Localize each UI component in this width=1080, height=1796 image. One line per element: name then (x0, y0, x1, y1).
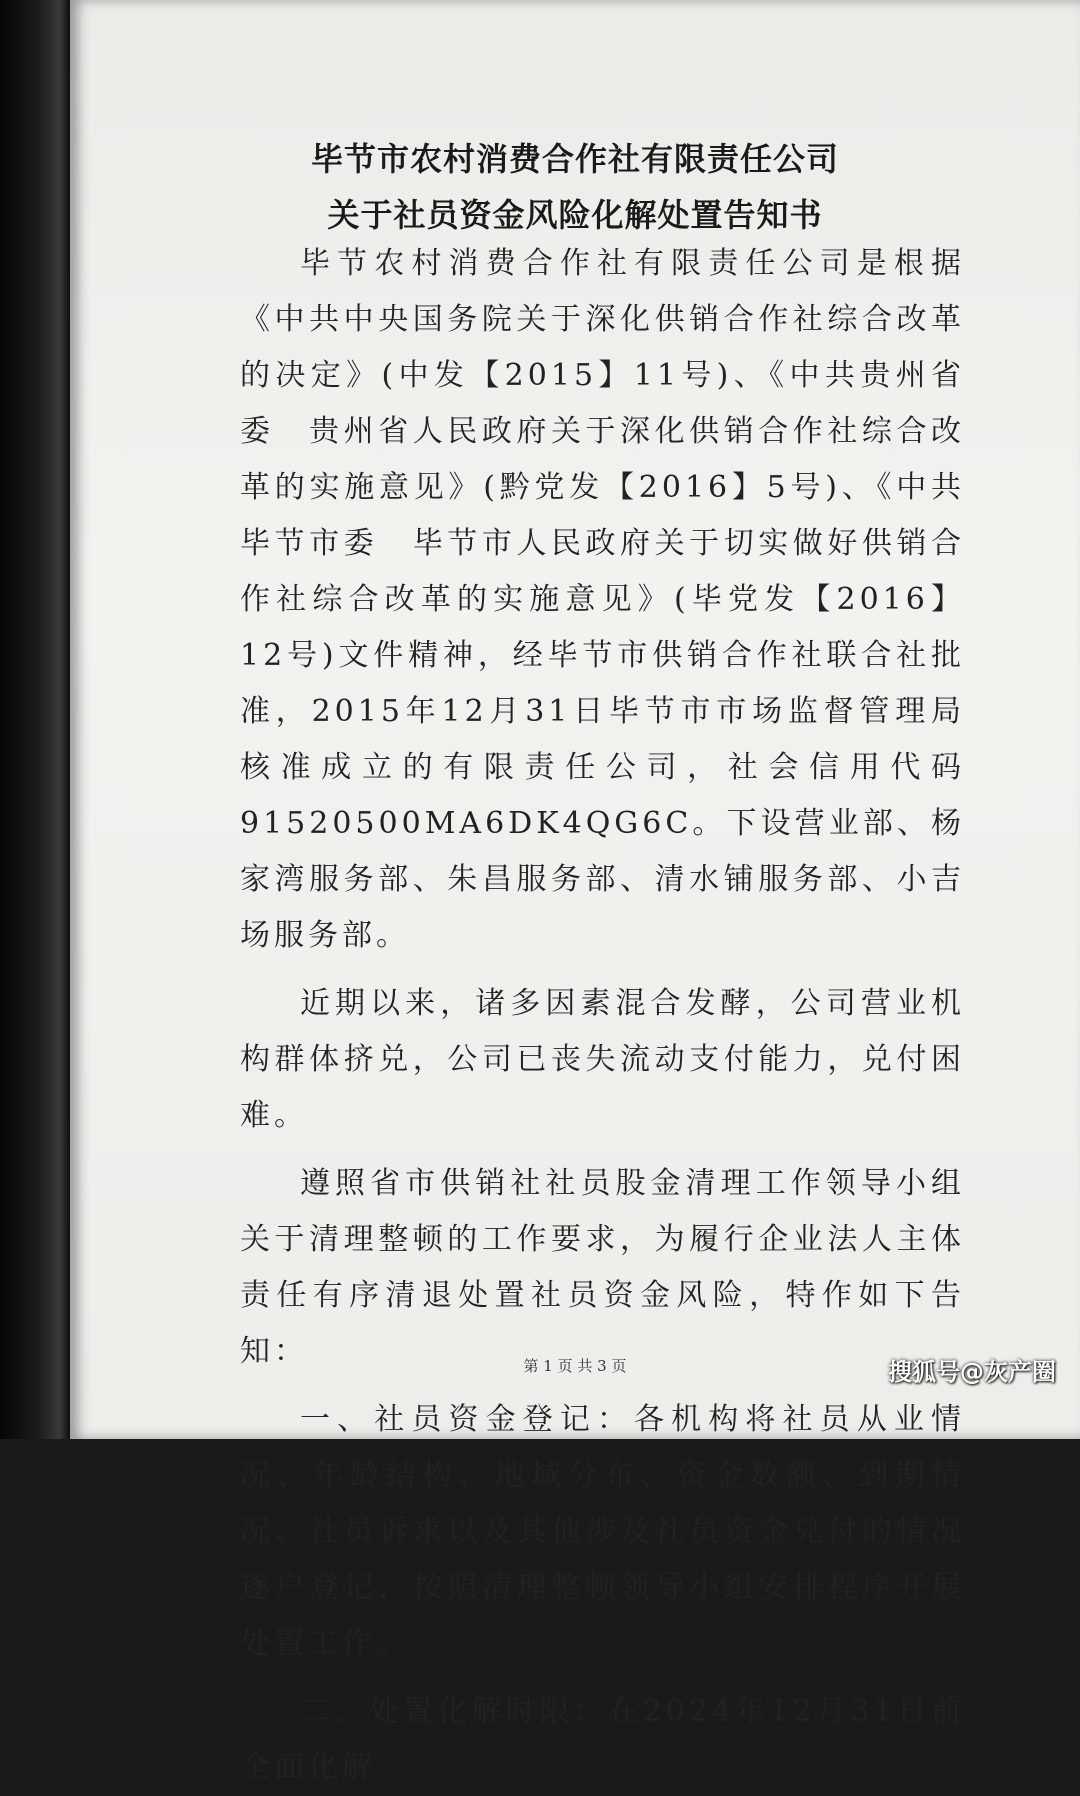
paragraph-intro: 毕节农村消费合作社有限责任公司是根据《中共中央国务院关于深化供销合作社综合改革的决定》(中发【2015】11号)、《中共贵州省委 贵州省人民政府关于深化供销合作社综合改革的实施意见》(黔党发【2016】5号)、《中共毕节市委 毕节市人民政府关于切实做好供销合作社综合改革的实施意见》(毕党发【2016】12号)文件精神，经毕节市供销合作社联合社批准，2015年12月31日毕节市市场监督管理局核准成立的有限责任公司，社会信用代码91520500MA6DK4QG6C。下设营业部、杨家湾服务部、朱昌服务部、清水铺服务部、小吉场服务部。 (240, 246, 965, 953)
binder-edge (0, 0, 70, 1439)
document-title-line2: 关于社员资金风险化解处置告知书 (327, 196, 823, 234)
document-title-line1: 毕节市农村消费合作社有限责任公司 (310, 140, 839, 178)
paragraph-item-2: 二、处置化解时限：在2024年12月31日前全面化解 (240, 1694, 965, 1785)
paragraph-item-1: 一、社员资金登记：各机构将社员从业情况、年龄结构、地域分布、资金数额、到期情况、社员诉求以及其他涉及社员资金兑付的情况逐户登记，按照清理整顿领导小组安排程序开展处置工作。 (240, 1402, 965, 1661)
document-body (240, 236, 965, 1796)
page-number: 第 1 页 共 3 页 (523, 1357, 627, 1375)
document-page (70, 0, 1080, 1785)
paragraph-situation: 近期以来，诸多因素混合发酵，公司营业机构群体挤兑，公司已丧失流动支付能力，兑付困难。 (240, 986, 965, 1133)
paragraph-requirement: 遵照省市供销社社员股金清理工作领导小组关于清理整顿的工作要求，为履行企业法人主体责任有序清退处置社员资金风险，特作如下告知： (240, 1166, 965, 1369)
source-watermark: 搜狐号@灰产圈 (888, 1358, 1056, 1386)
